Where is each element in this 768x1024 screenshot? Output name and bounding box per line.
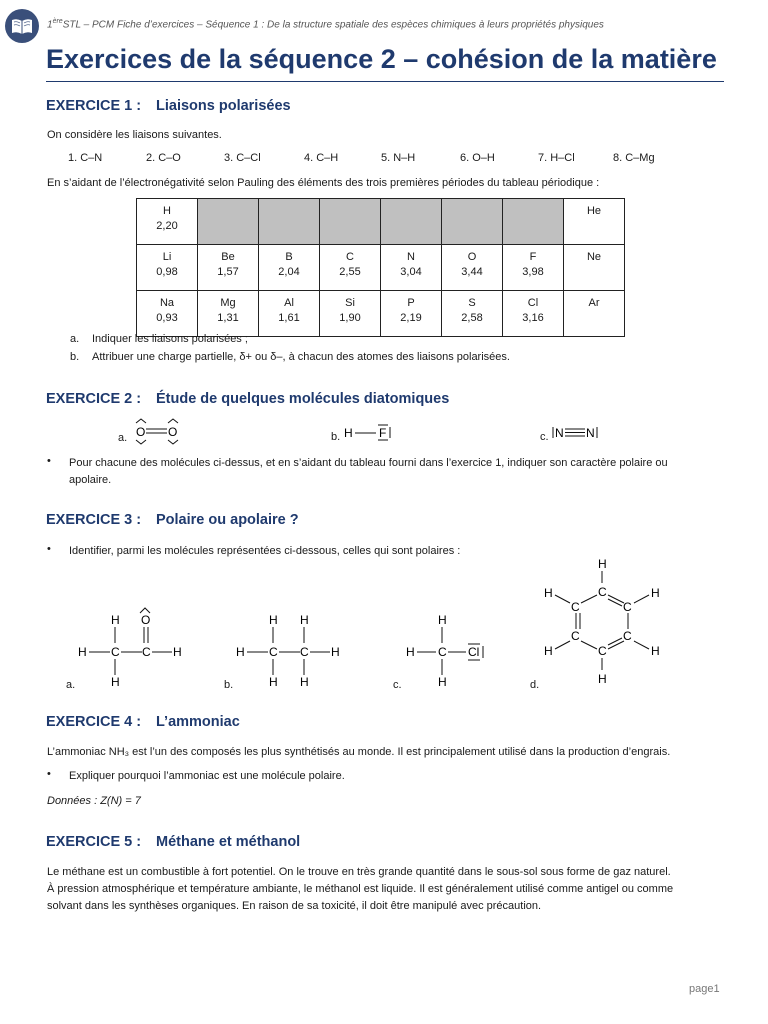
bond-item: 7. H–Cl — [538, 152, 575, 164]
molecule-label: a. — [118, 432, 128, 444]
exercise-3-text: Identifier, parmi les molécules représentées ci-dessous, celles qui sont polaires : — [69, 545, 461, 557]
table-cell-empty — [503, 199, 564, 245]
atom-h: H — [598, 557, 607, 571]
table-cell: H 2,20 — [137, 199, 198, 245]
atom-h: H — [236, 645, 245, 659]
exercise-1-context: En s’aidant de l’électronégativité selon Pauling des éléments des trois premières périodes du tableau périodique : — [47, 177, 600, 189]
table-cell: O 3,44 — [442, 245, 503, 291]
atom-o: O — [141, 613, 151, 627]
exercise-1-intro: On considère les liaisons suivantes. — [47, 129, 222, 141]
atom-c: C — [571, 629, 580, 643]
table-cell: He — [564, 199, 625, 245]
atom-c: C — [598, 644, 607, 658]
table-cell: N 3,04 — [381, 245, 442, 291]
atom-h: H — [300, 675, 309, 689]
atom-c: C — [623, 629, 632, 643]
atom-h: H — [269, 675, 278, 689]
molecule-label: b. — [331, 431, 341, 443]
atom-c: C — [269, 645, 278, 659]
molecule-o2-diagram — [128, 418, 198, 446]
bond-item: 6. O–H — [460, 152, 495, 164]
bullet: • — [47, 543, 51, 555]
atom-h: H — [111, 675, 120, 689]
molecule-label: d. — [530, 679, 540, 691]
atom-h: H — [651, 644, 660, 658]
atom-f: F — [379, 426, 387, 440]
exercise-5-heading: EXERCICE 5 : Méthane et méthanol — [46, 834, 301, 850]
table-cell: Ne — [564, 245, 625, 291]
table-cell: Mg 1,31 — [198, 291, 259, 337]
bond-item: 2. C–O — [146, 152, 181, 164]
molecule-n2-diagram — [551, 420, 611, 444]
molecule-label: b. — [224, 679, 234, 691]
table-cell: Ar — [564, 291, 625, 337]
table-cell: Si 1,90 — [320, 291, 381, 337]
atom-c: C — [300, 645, 309, 659]
bond-item: 5. N–H — [381, 152, 416, 164]
atom-h: H — [544, 644, 553, 658]
exercise-5-text-line: À pression atmosphérique et température ambiante, le méthanol est liquide. Il est généralement utilisé comme antigel ou comme — [47, 883, 674, 895]
atom-n: N — [555, 426, 564, 440]
atom-c: C — [142, 645, 151, 659]
electronegativity-table — [136, 198, 625, 337]
table-cell: P 2,19 — [381, 291, 442, 337]
table-cell: Be 1,57 — [198, 245, 259, 291]
table-cell: Al 1,61 — [259, 291, 320, 337]
exercise-4-heading: EXERCICE 4 : L’ammoniac — [46, 714, 240, 730]
molecule-a-acetaldehyde-diagram — [78, 605, 188, 690]
table-cell-empty — [381, 199, 442, 245]
exercise-5-text-line: Le méthane est un combustible à fort potentiel. On le trouve en très grande quantité dans le sous-sol sous forme de gaz naturel. — [47, 866, 671, 878]
exercise-3-heading: EXERCICE 3 : Polaire ou apolaire ? — [46, 512, 299, 528]
atom-h: H — [300, 613, 309, 627]
table-cell-empty — [198, 199, 259, 245]
atom-o: O — [136, 425, 146, 439]
table-row — [137, 291, 625, 337]
atom-h: H — [438, 613, 447, 627]
question-letter: b. — [70, 351, 80, 363]
exercise-4-data: Données : Z(N) = 7 — [47, 795, 141, 807]
atom-h: H — [173, 645, 182, 659]
atom-cl: Cl — [468, 645, 480, 659]
exercise-2-heading: EXERCICE 2 : Étude de quelques molécules diatomiques — [46, 391, 450, 407]
molecule-d-benzene-diagram — [540, 555, 670, 690]
table-cell: F 3,98 — [503, 245, 564, 291]
atom-o: O — [168, 425, 178, 439]
atom-h: H — [651, 586, 660, 600]
atom-h: H — [78, 645, 87, 659]
question-letter: a. — [70, 333, 80, 345]
atom-h: H — [111, 613, 120, 627]
exercise-2-text-line: Pour chacune des molécules ci-dessus, et en s’aidant du tableau fourni dans l’exercice 1, indiquer son caractère polaire ou — [69, 457, 668, 469]
molecule-label: c. — [540, 431, 549, 443]
exercise-4-question: Expliquer pourquoi l’ammoniac est une molécule polaire. — [69, 770, 345, 782]
molecule-b-ethane-diagram — [236, 605, 346, 690]
question-b: Attribuer une charge partielle, δ+ ou δ–, à chacun des atomes des liaisons polarisées. — [92, 351, 510, 363]
atom-c: C — [438, 645, 447, 659]
exercise-4-text: L’ammoniac NH₃ est l’un des composés les plus synthétisés au monde. Il est principalement utilisé dans la production d’engrais. — [47, 746, 671, 758]
title-rule — [46, 81, 724, 82]
molecule-label: a. — [66, 679, 76, 691]
atom-c: C — [623, 600, 632, 614]
atom-c: C — [111, 645, 120, 659]
table-cell: S 2,58 — [442, 291, 503, 337]
bond-item: 1. C–N — [68, 152, 103, 164]
table-cell: Li 0,98 — [137, 245, 198, 291]
atom-h: H — [406, 645, 415, 659]
atom-c: C — [598, 585, 607, 599]
atom-n: N — [586, 426, 595, 440]
page-title: Exercices de la séquence 2 – cohésion de la matière — [46, 44, 717, 74]
atom-c: C — [571, 600, 580, 614]
molecule-c-chloromethane-diagram — [406, 605, 496, 690]
bond-item: 3. C–Cl — [224, 152, 261, 164]
table-cell: Cl 3,16 — [503, 291, 564, 337]
atom-h: H — [331, 645, 340, 659]
book-logo-icon — [4, 8, 40, 44]
exercise-2-text-line: apolaire. — [69, 474, 112, 486]
exercise-1-heading: EXERCICE 1 : Liaisons polarisées — [46, 98, 291, 114]
running-header: 1èreSTL – PCM Fiche d’exercices – Séquence 1 : De la structure spatiale des espèces chimiques à leurs propriétés physiques — [47, 18, 604, 31]
table-cell-empty — [442, 199, 503, 245]
table-row — [137, 245, 625, 291]
table-cell-empty — [259, 199, 320, 245]
atom-h: H — [544, 586, 553, 600]
table-cell: C 2,55 — [320, 245, 381, 291]
molecule-label: c. — [393, 679, 402, 691]
table-cell: B 2,04 — [259, 245, 320, 291]
table-cell: Na 0,93 — [137, 291, 198, 337]
bond-item: 4. C–H — [304, 152, 339, 164]
molecule-hf-diagram — [342, 420, 412, 444]
table-row — [137, 199, 625, 245]
bullet: • — [47, 768, 51, 780]
bond-item: 8. C–Mg — [613, 152, 655, 164]
atom-h: H — [438, 675, 447, 689]
page-number: page1 — [689, 983, 720, 995]
atom-h: H — [344, 426, 353, 440]
question-a: Indiquer les liaisons polarisées ; — [92, 333, 248, 345]
bullet: • — [47, 455, 51, 467]
atom-h: H — [598, 672, 607, 686]
atom-h: H — [269, 613, 278, 627]
exercise-5-text-line: solvant dans les synthèses organiques. En raison de sa toxicité, il doit être manipulé avec précaution. — [47, 900, 542, 912]
table-cell-empty — [320, 199, 381, 245]
